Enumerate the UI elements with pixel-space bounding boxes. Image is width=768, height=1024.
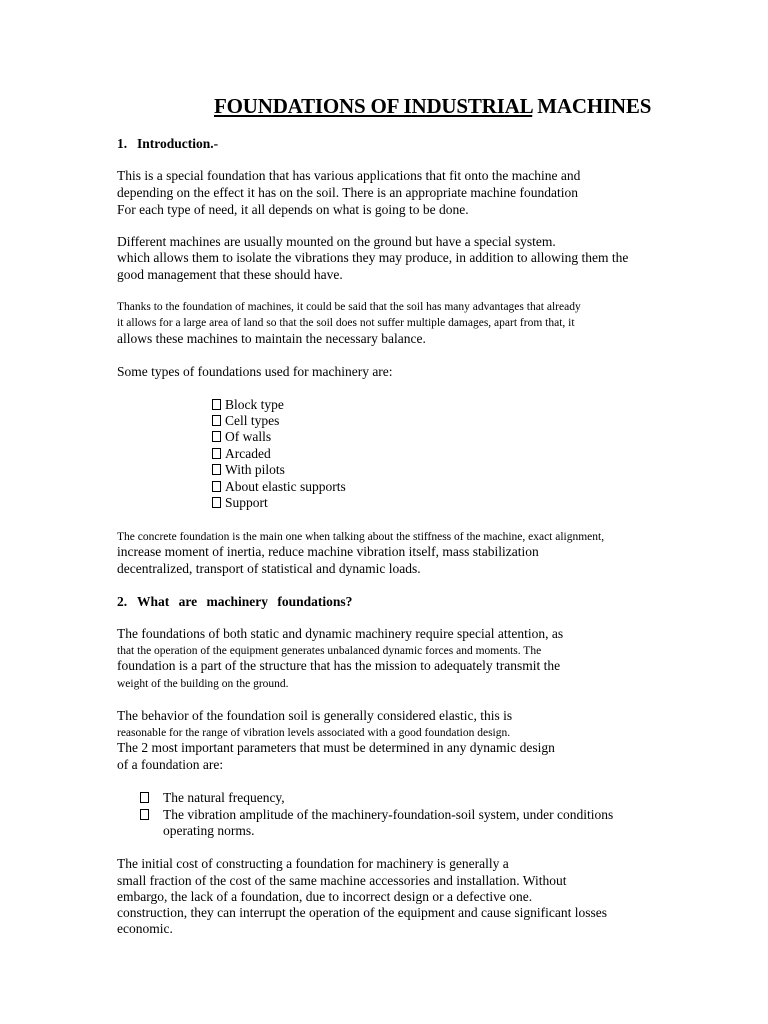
- checkbox-glyph-icon: [212, 464, 221, 475]
- list-item: [212, 413, 279, 429]
- paragraph-line: good management that these should have.: [117, 267, 343, 282]
- checkbox-glyph-icon: [212, 497, 221, 508]
- paragraph-line: construction, they can interrupt the operation of the equipment and cause significant losses: [117, 905, 607, 920]
- paragraph-line: depending on the effect it has on the soil. There is an appropriate machine foundation: [117, 185, 578, 200]
- section-2-heading: [117, 594, 352, 610]
- paragraph-line: The behavior of the foundation soil is generally considered elastic, this is: [117, 708, 513, 723]
- paragraph-line: This is a special foundation that has various applications that fit onto the machine and: [117, 168, 581, 183]
- list-item-label: The vibration amplitude of the machinery-foundation-soil system, under conditions: [163, 807, 614, 822]
- paragraph-line: The foundations of both static and dynamic machinery require special attention, as: [117, 626, 564, 641]
- list-item: [212, 429, 271, 445]
- paragraph-line: The concrete foundation is the main one when talking about the stiffness of the machine, exact alignment,: [117, 531, 605, 543]
- section-title: What are machinery foundations?: [137, 594, 353, 609]
- title-rest: MACHINES: [532, 94, 652, 118]
- paragraph-line: economic.: [117, 921, 173, 936]
- checkbox-glyph-icon: [212, 431, 221, 442]
- list-item-label: About elastic supports: [225, 479, 346, 494]
- paragraph-line: weight of the building on the ground.: [117, 678, 289, 690]
- list-item-label: With pilots: [225, 462, 285, 477]
- section-title: Introduction.-: [137, 136, 219, 151]
- document-title: [214, 94, 651, 119]
- checkbox-glyph-icon: [212, 448, 221, 459]
- checkbox-glyph-icon: [212, 481, 221, 492]
- paragraph-line: small fraction of the cost of the same machine accessories and installation. Without: [117, 873, 567, 888]
- checkbox-glyph-icon: [140, 792, 149, 803]
- paragraph-line: Different machines are usually mounted on the ground but have a special system.: [117, 234, 556, 249]
- list-item-label: Support: [225, 495, 268, 510]
- list-item: [212, 397, 284, 413]
- list-item: [212, 495, 268, 511]
- paragraph-line: Thanks to the foundation of machines, it could be said that the soil has many advantages that already: [117, 301, 581, 313]
- list-item-label: The natural frequency,: [163, 790, 285, 805]
- list-item: [140, 807, 614, 823]
- paragraph-line: The initial cost of constructing a foundation for machinery is generally a: [117, 856, 509, 871]
- checkbox-glyph-icon: [140, 809, 149, 820]
- list-item-label: Block type: [225, 397, 284, 412]
- paragraph-line: of a foundation are:: [117, 757, 224, 772]
- paragraph-line: that the operation of the equipment generates unbalanced dynamic forces and moments. The: [117, 645, 542, 657]
- paragraph-line: embargo, the lack of a foundation, due to incorrect design or a defective one.: [117, 889, 533, 904]
- checkbox-glyph-icon: [212, 399, 221, 410]
- paragraph-line: The 2 most important parameters that must be determined in any dynamic design: [117, 740, 555, 755]
- paragraph-line: Some types of foundations used for machinery are:: [117, 364, 393, 379]
- list-item: [212, 446, 271, 462]
- paragraph-line: which allows them to isolate the vibrations they may produce, in addition to allowing them the: [117, 250, 629, 265]
- list-item-label: Cell types: [225, 413, 280, 428]
- section-1-heading: [117, 136, 218, 152]
- list-item: [212, 479, 346, 495]
- list-item: [140, 790, 285, 806]
- paragraph-line: For each type of need, it all depends on what is going to be done.: [117, 202, 469, 217]
- paragraph-line: foundation is a part of the structure that has the mission to adequately transmit the: [117, 658, 561, 673]
- paragraph-line: allows these machines to maintain the necessary balance.: [117, 331, 426, 346]
- list-item-label: Of walls: [225, 429, 272, 444]
- section-number: 2.: [117, 594, 128, 609]
- list-item-label: Arcaded: [225, 446, 271, 461]
- paragraph-line: decentralized, transport of statistical and dynamic loads.: [117, 561, 421, 576]
- checkbox-glyph-icon: [212, 415, 221, 426]
- paragraph-line: it allows for a large area of land so that the soil does not suffer multiple damages, apart from that, it: [117, 317, 575, 329]
- section-number: 1.: [117, 136, 128, 151]
- list-item-continuation: operating norms.: [163, 823, 255, 838]
- paragraph-line: reasonable for the range of vibration levels associated with a good foundation design.: [117, 727, 511, 739]
- paragraph-line: increase moment of inertia, reduce machine vibration itself, mass stabilization: [117, 544, 539, 559]
- list-item: [212, 462, 285, 478]
- title-underlined: FOUNDATIONS OF INDUSTRIAL: [214, 94, 533, 118]
